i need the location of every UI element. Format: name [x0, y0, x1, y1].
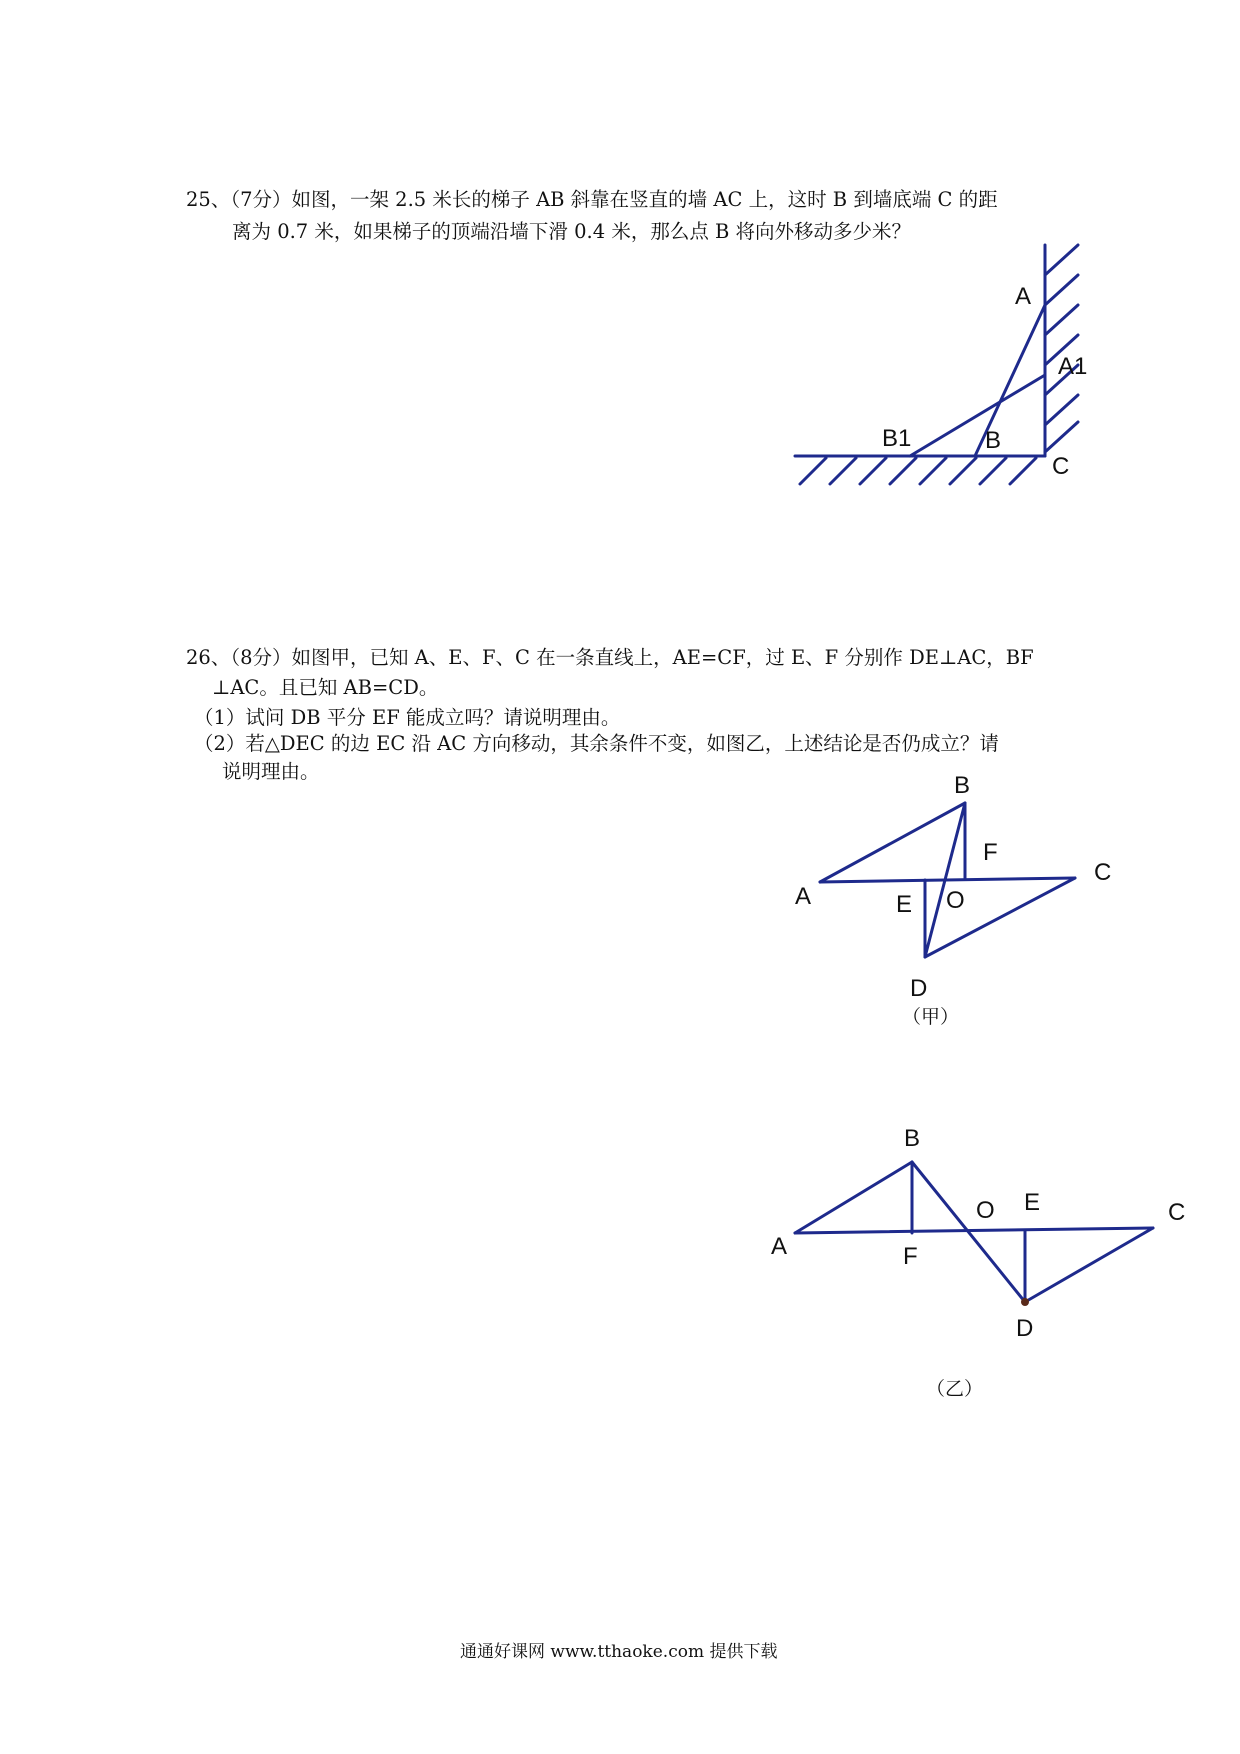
jia-label-a: A: [795, 883, 812, 910]
caption-yi: （乙）: [926, 1378, 984, 1400]
yi-label-d: D: [1016, 1315, 1034, 1342]
q26-line1: 26、（8分）如图甲，已知 A、E、F、C 在一条直线上，AE=CF，过 E、F 分别作 DE⊥AC，BF: [186, 646, 1034, 669]
yi-label-o: O: [976, 1197, 995, 1224]
yi-label-b: B: [904, 1125, 921, 1152]
label-a1: A1: [1058, 353, 1088, 380]
yi-dc: [1025, 1228, 1153, 1302]
yi-point-d: [1021, 1298, 1029, 1306]
jia-label-d: D: [910, 975, 928, 1002]
jia-label-o: O: [946, 887, 965, 914]
jia-label-e: E: [896, 891, 913, 918]
yi-label-c: C: [1168, 1199, 1186, 1226]
q25-line2: 离为 0.7 米，如果梯子的顶端沿墙下滑 0.4 米，那么点 B 将向外移动多少米？: [232, 220, 912, 243]
footer: 通通好课网 www.tthaoke.com 提供下载: [460, 1642, 778, 1662]
label-a: A: [1015, 283, 1032, 310]
q26-sub2-line2: 说明理由。: [222, 760, 320, 783]
yi-line-ac: [795, 1228, 1153, 1233]
yi-ab: [795, 1162, 912, 1233]
q26-sub2-line1: （2）若△DEC 的边 EC 沿 AC 方向移动，其余条件不变，如图乙，上述结论是否仍成立？请: [194, 732, 999, 755]
q26-sub1: （1）试问 DB 平分 EF 能成立吗？请说明理由。: [194, 706, 621, 729]
jia-label-b: B: [954, 772, 971, 799]
yi-label-e: E: [1024, 1189, 1041, 1216]
q25-line1: 25、（7分）如图，一架 2.5 米长的梯子 AB 斜靠在竖直的墙 AC 上，这时 B 到墙底端 C 的距: [186, 188, 998, 211]
q26-line2: ⊥AC。且已知 AB=CD。: [212, 676, 439, 699]
yi-label-f: F: [903, 1243, 918, 1270]
jia-label-c: C: [1094, 859, 1112, 886]
yi-label-a: A: [771, 1233, 788, 1260]
label-c: C: [1052, 453, 1070, 480]
label-b: B: [985, 427, 1002, 454]
caption-jia: （甲）: [902, 1006, 960, 1028]
label-b1: B1: [882, 425, 912, 452]
jia-label-f: F: [983, 839, 998, 866]
